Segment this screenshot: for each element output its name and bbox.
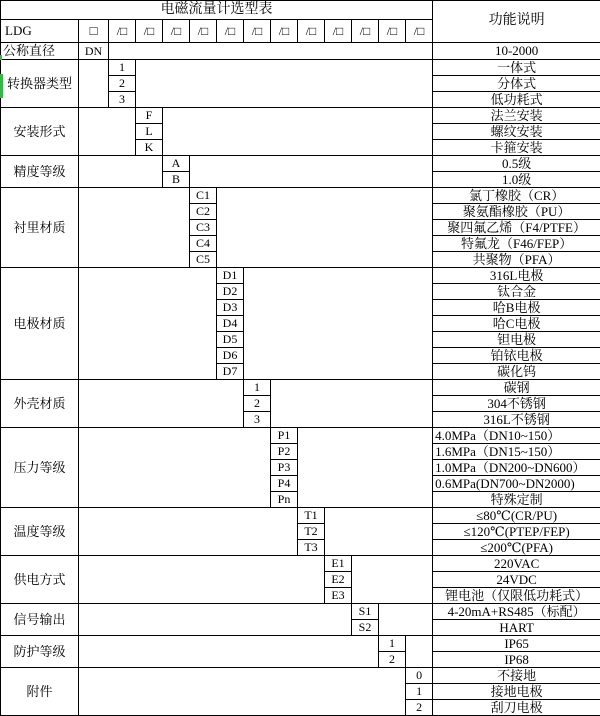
model-slot-cell: /□ xyxy=(298,20,325,43)
option-desc-cell: 220VAC xyxy=(433,556,600,572)
option-desc-cell: 氯丁橡胶（CR） xyxy=(433,188,600,204)
option-code-cell: S2 xyxy=(352,620,379,636)
option-code-cell: D2 xyxy=(217,284,244,300)
option-desc-cell: 一体式 xyxy=(433,60,600,76)
spacer-cell xyxy=(298,428,433,508)
spacer-cell xyxy=(79,268,217,380)
model-box-cell: □ xyxy=(79,20,109,43)
option-code-cell: K xyxy=(136,140,163,156)
category-label: 转换器类型 xyxy=(1,60,79,108)
option-code-cell: L xyxy=(136,124,163,140)
option-code-cell: D7 xyxy=(217,364,244,380)
spacer-cell xyxy=(79,108,136,156)
option-code-cell: 1 xyxy=(109,60,136,76)
page-title: 电磁流量计选型表 xyxy=(1,1,433,20)
option-desc-cell: 钽电极 xyxy=(433,332,600,348)
spacer-cell xyxy=(136,60,433,108)
option-desc-cell: 1.6MPa（DN15~150） xyxy=(433,444,600,460)
category-row xyxy=(1,108,600,124)
option-desc-cell: HART xyxy=(433,620,600,636)
option-desc-cell: 不接地 xyxy=(433,668,600,684)
option-desc-cell: 法兰安装 xyxy=(433,108,600,124)
category-label: 精度等级 xyxy=(1,156,79,188)
option-desc-cell: 316L不锈钢 xyxy=(433,412,600,428)
option-desc-cell: 螺纹安装 xyxy=(433,124,600,140)
category-label: 附件 xyxy=(1,668,79,716)
spacer-cell xyxy=(79,188,190,268)
option-code-cell: D5 xyxy=(217,332,244,348)
option-desc-cell: 碳钢 xyxy=(433,380,600,396)
option-code-cell: A xyxy=(163,156,190,172)
model-slot-cell: /□ xyxy=(190,20,217,43)
spacer-cell xyxy=(79,508,298,556)
option-desc-cell: 4-20mA+RS485（标配） xyxy=(433,604,600,620)
option-code-cell: T3 xyxy=(298,540,325,556)
option-desc-cell: 特殊定制 xyxy=(433,492,600,508)
option-desc-cell: 接地电极 xyxy=(433,684,600,700)
option-desc-cell: ≤120℃(PTEP/FEP) xyxy=(433,524,600,540)
spacer-cell xyxy=(79,380,244,428)
category-row xyxy=(1,380,600,396)
option-desc-cell: 4.0MPa（DN10~150） xyxy=(433,428,600,444)
model-slot-cell: /□ xyxy=(244,20,271,43)
category-row xyxy=(1,188,600,204)
category-label: 衬里材质 xyxy=(1,188,79,268)
model-slot-cell: /□ xyxy=(136,20,163,43)
option-desc-cell: IP65 xyxy=(433,636,600,652)
model-slot-cell: /□ xyxy=(271,20,298,43)
spacer-cell xyxy=(79,636,379,668)
option-code-cell: P1 xyxy=(271,428,298,444)
option-desc-cell: 特氟龙（F46/FEP） xyxy=(433,236,600,252)
option-code-cell: D4 xyxy=(217,316,244,332)
option-desc-cell: 1.0MPa（DN200~DN600） xyxy=(433,460,600,476)
option-desc-cell: 0.5级 xyxy=(433,156,600,172)
option-code-cell: D3 xyxy=(217,300,244,316)
option-desc-cell: 锂电池（仅限低功耗式） xyxy=(433,588,600,604)
category-row xyxy=(1,268,600,284)
option-code-cell: 2 xyxy=(379,652,406,668)
option-code-cell: C2 xyxy=(190,204,217,220)
diameter-label: 公称直径 xyxy=(1,43,79,60)
model-prefix: LDG xyxy=(1,20,79,43)
option-code-cell: T2 xyxy=(298,524,325,540)
option-code-cell: D6 xyxy=(217,348,244,364)
option-desc-cell: 聚四氟乙烯（F4/PTFE） xyxy=(433,220,600,236)
spacer-cell xyxy=(352,556,433,604)
option-code-cell: D1 xyxy=(217,268,244,284)
option-code-cell: 1 xyxy=(379,636,406,652)
option-code-cell: E2 xyxy=(325,572,352,588)
spacer-cell xyxy=(109,43,433,60)
spacer-cell xyxy=(190,156,433,188)
option-code-cell: 2 xyxy=(244,396,271,412)
category-label: 防护等级 xyxy=(1,636,79,668)
spacer-cell xyxy=(163,108,433,156)
model-slot-cell: /□ xyxy=(217,20,244,43)
category-label: 安装形式 xyxy=(1,108,79,156)
category-row xyxy=(1,428,600,444)
option-code-cell: P4 xyxy=(271,476,298,492)
option-desc-cell: 1.0级 xyxy=(433,172,600,188)
option-code-cell: 3 xyxy=(244,412,271,428)
option-desc-cell: 304不锈钢 xyxy=(433,396,600,412)
green-edge-artifact-small xyxy=(0,55,2,60)
option-code-cell: 1 xyxy=(244,380,271,396)
option-desc-cell: 哈B电极 xyxy=(433,300,600,316)
option-code-cell: S1 xyxy=(352,604,379,620)
option-desc-cell: 聚氨酯橡胶（PU） xyxy=(433,204,600,220)
model-slot-cell: /□ xyxy=(163,20,190,43)
option-code-cell: T1 xyxy=(298,508,325,524)
option-code-cell: C3 xyxy=(190,220,217,236)
diameter-row xyxy=(1,43,600,60)
option-code-cell: P2 xyxy=(271,444,298,460)
category-row xyxy=(1,156,600,172)
option-desc-cell: 分体式 xyxy=(433,76,600,92)
spacer-cell xyxy=(79,60,109,108)
option-desc-cell: 哈C电极 xyxy=(433,316,600,332)
spacer-cell xyxy=(325,508,433,556)
spacer-cell xyxy=(79,428,271,508)
diameter-code-cell: DN xyxy=(79,43,109,60)
spacer-cell xyxy=(244,268,433,380)
spacer-cell xyxy=(79,668,406,716)
option-desc-cell: 铂铱电极 xyxy=(433,348,600,364)
option-desc-cell: 碳化钨 xyxy=(433,364,600,380)
category-row xyxy=(1,604,600,620)
category-row xyxy=(1,60,600,76)
spacer-cell xyxy=(406,636,433,668)
option-code-cell: 2 xyxy=(406,700,433,716)
option-desc-cell: 刮刀电极 xyxy=(433,700,600,716)
spacer-cell xyxy=(79,156,163,188)
option-code-cell: C4 xyxy=(190,236,217,252)
category-label: 信号输出 xyxy=(1,604,79,636)
model-slot-cell: /□ xyxy=(406,20,433,43)
model-slot-cell: /□ xyxy=(352,20,379,43)
spacer-cell xyxy=(79,604,352,636)
option-desc-cell: 0.6MPa(DN700~DN2000) xyxy=(433,476,600,492)
option-code-cell: 3 xyxy=(109,92,136,108)
option-desc-cell: 低功耗式 xyxy=(433,92,600,108)
option-desc-cell: ≤200℃(PFA) xyxy=(433,540,600,556)
option-desc-cell: 316L电极 xyxy=(433,268,600,284)
option-desc-cell: 钛合金 xyxy=(433,284,600,300)
model-slot-cell: /□ xyxy=(109,20,136,43)
option-code-cell: E3 xyxy=(325,588,352,604)
option-desc-cell: IP68 xyxy=(433,652,600,668)
spacer-cell xyxy=(271,380,433,428)
category-label: 电极材质 xyxy=(1,268,79,380)
option-code-cell: 1 xyxy=(406,684,433,700)
option-desc-cell: 24VDC xyxy=(433,572,600,588)
category-label: 压力等级 xyxy=(1,428,79,508)
option-desc-cell: 共聚物（PFA） xyxy=(433,252,600,268)
option-code-cell: 2 xyxy=(109,76,136,92)
spacer-cell xyxy=(79,556,325,604)
option-code-cell: P3 xyxy=(271,460,298,476)
option-code-cell: C5 xyxy=(190,252,217,268)
option-code-cell: B xyxy=(163,172,190,188)
option-desc-cell: 卡箍安装 xyxy=(433,140,600,156)
option-code-cell: F xyxy=(136,108,163,124)
category-label: 外壳材质 xyxy=(1,380,79,428)
diameter-desc-cell: 10-2000 xyxy=(433,43,600,60)
model-slot-cell: /□ xyxy=(325,20,352,43)
option-desc-cell: ≤80℃(CR/PU) xyxy=(433,508,600,524)
option-code-cell: E1 xyxy=(325,556,352,572)
option-code-cell: C1 xyxy=(190,188,217,204)
category-label: 温度等级 xyxy=(1,508,79,556)
option-code-cell: Pn xyxy=(271,492,298,508)
option-code-cell: 0 xyxy=(406,668,433,684)
category-label: 供电方式 xyxy=(1,556,79,604)
category-row xyxy=(1,508,600,524)
spacer-cell xyxy=(217,188,433,268)
category-row xyxy=(1,636,600,652)
category-row xyxy=(1,668,600,684)
green-edge-artifact xyxy=(0,74,3,98)
model-slot-cell: /□ xyxy=(379,20,406,43)
spacer-cell xyxy=(379,604,433,636)
category-row xyxy=(1,556,600,572)
function-description-header: 功能说明 xyxy=(433,1,600,43)
